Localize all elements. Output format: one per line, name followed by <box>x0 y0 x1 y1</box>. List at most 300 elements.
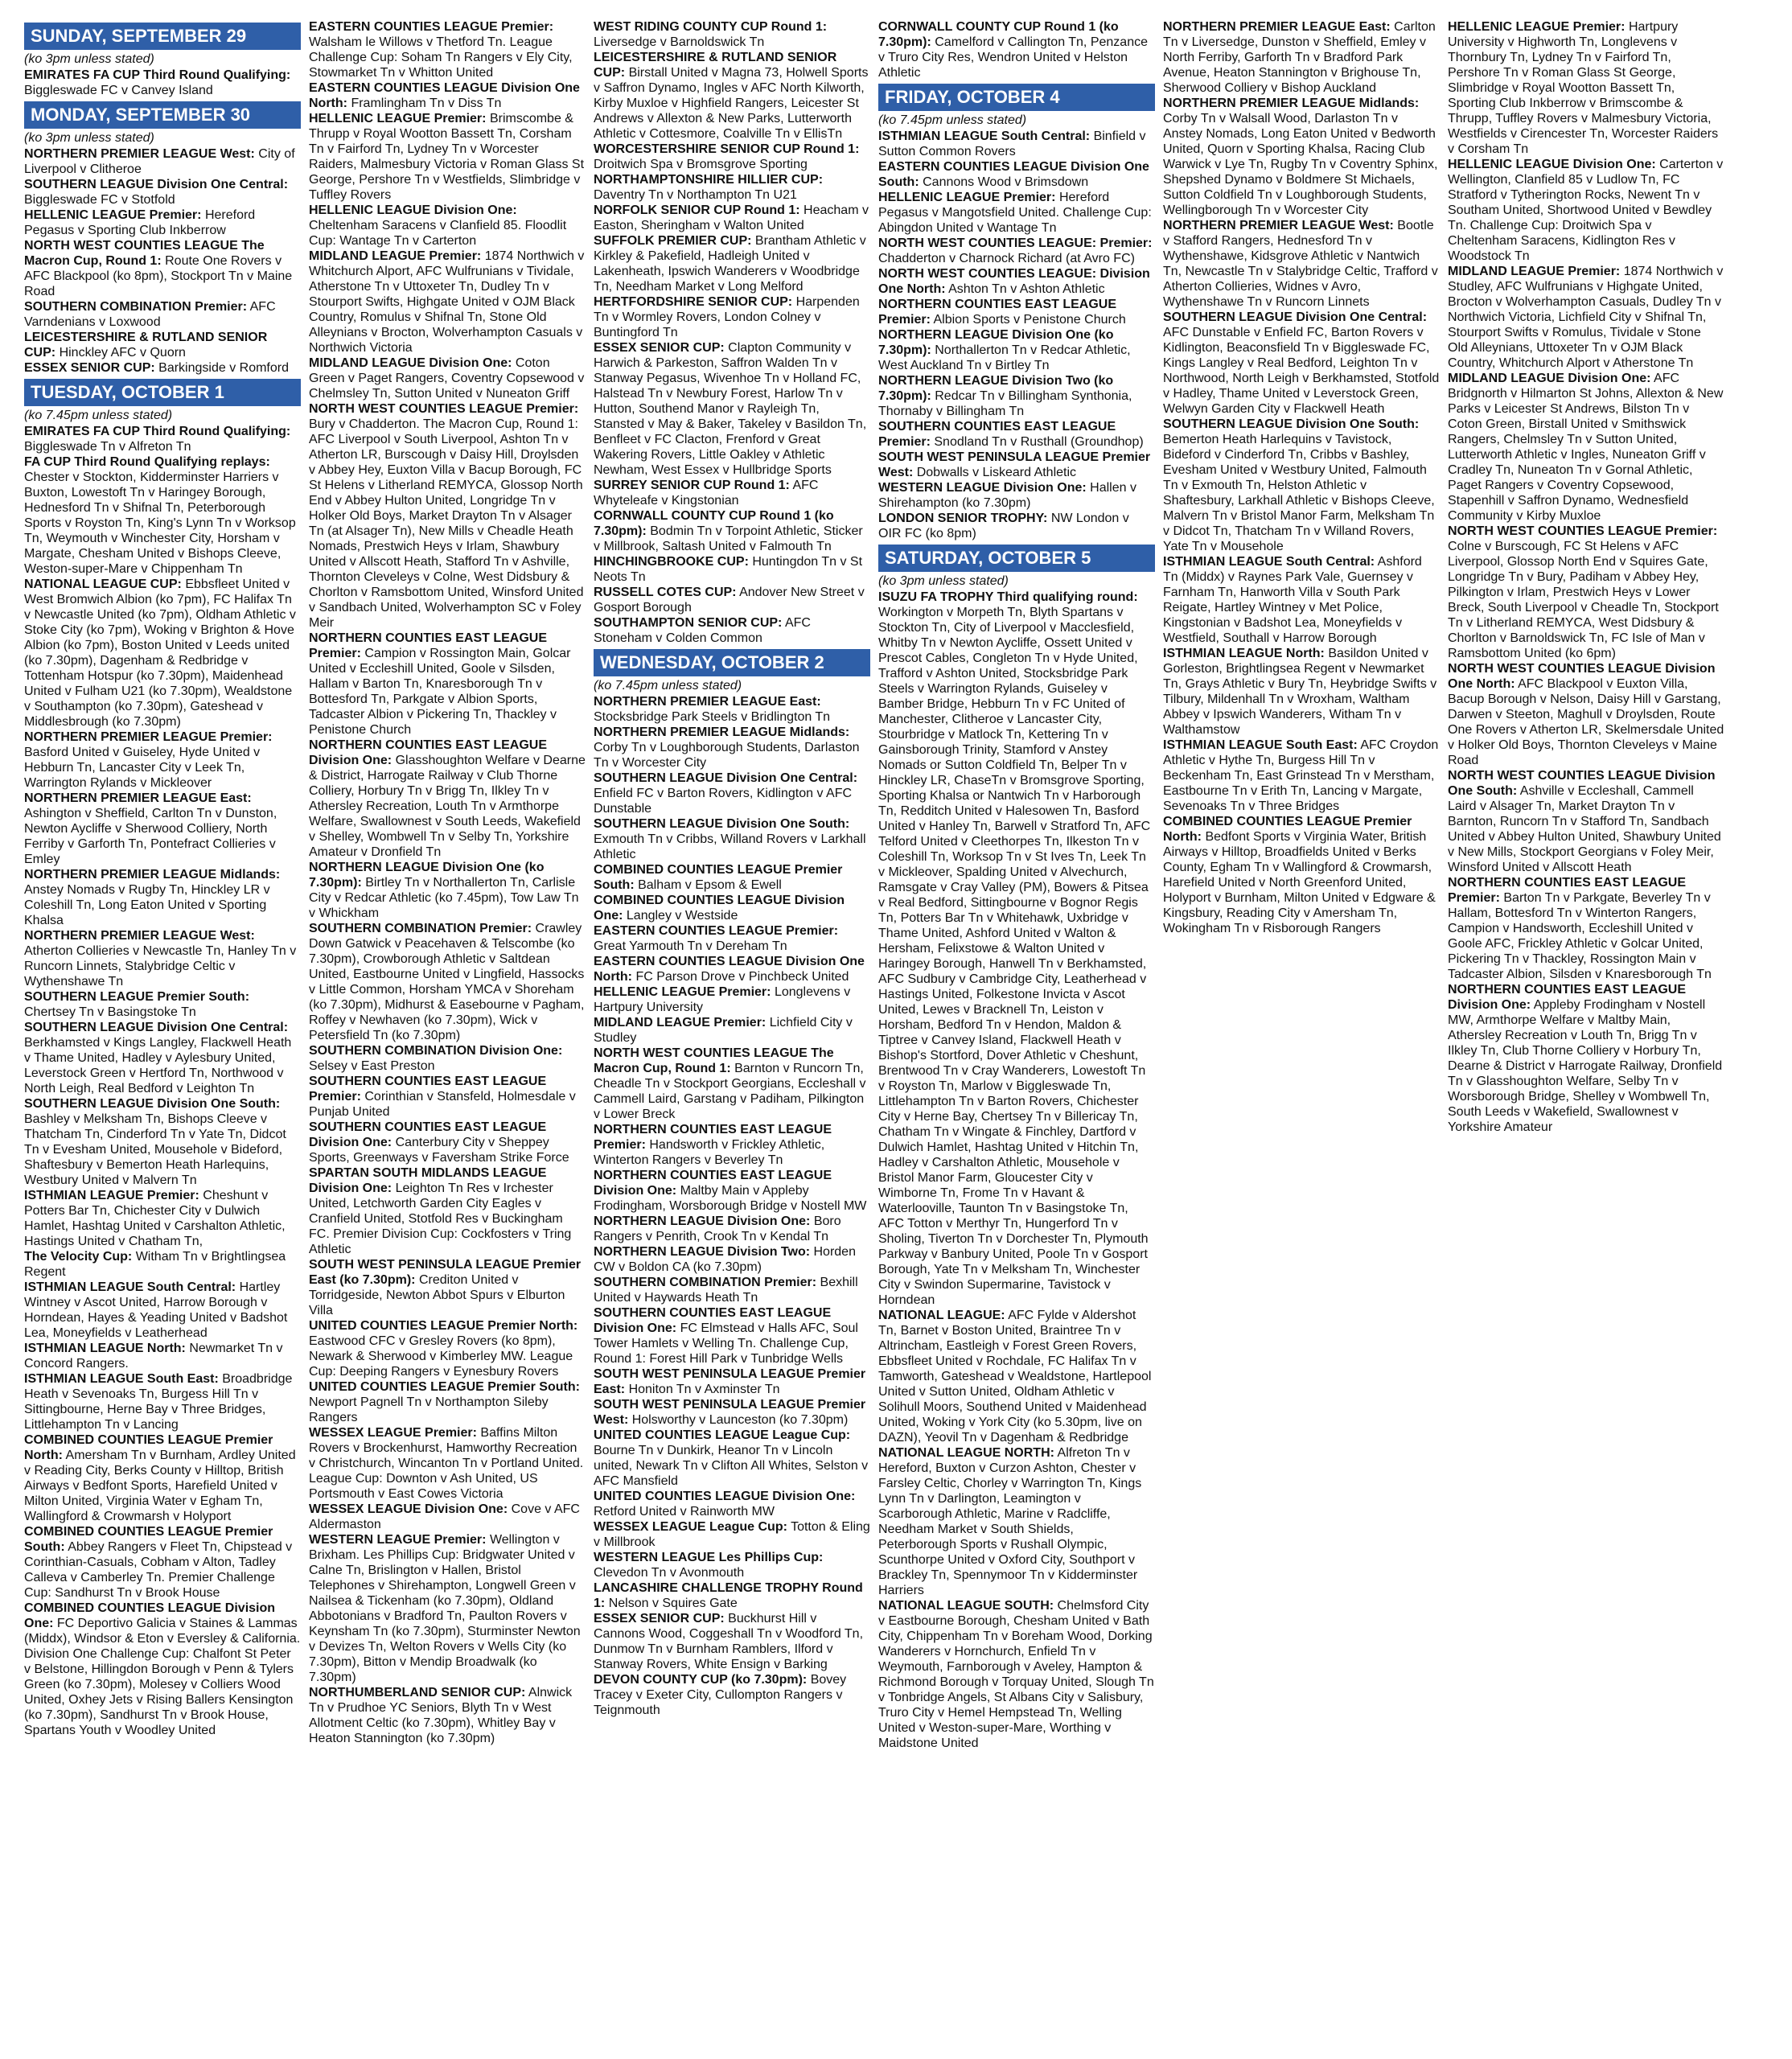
fixture-list: AFC Varndenians v Loxwood <box>24 300 276 329</box>
fixture-entry <box>309 1379 586 1425</box>
fixture-list: Bemerton Heath Harlequins v Tavistock, Bideford v Cinderford Tn, Cribbs v Bashley, Evesham United v Westbury United, Falmouth Tn v Exmouth Tn, Helston Athletic v Shaftesbury, Larkhall Athletic v Bishops Cleeve, Malvern Tn v Bristol Manor Farm, Melksham Tn v Didcot Tn, Thatcham Tn v Willand Rovers, Yate Tn v Mousehole <box>1163 433 1435 553</box>
fixture-list: 1874 Northwich v Whitchurch Alport, AFC Wulfrunians v Tividale, Atherstone Tn v Uttoxeter Tn, Dudley Tn v Stourport Swifts, Highgate United v OJM Black Country, Romulus v Shifnal Tn, Stone Old Alleynians v Brocton, Wolverhampton Casuals v Northwich Victoria <box>309 249 585 355</box>
fixture-list: Chester v Stockton, Kidderminster Harriers v Buxton, Lowestoft Tn v Haringey Borough, Hednesford Tn v Shifnal Tn, Peterborough Sports v Royston Tn, King's Lynn Tn v Worksop Tn, Weymouth v Winchester City, Horsham v Margate, Chesham United v Bishops Cleeve, Weston-super-Mare v Chippenham Tn <box>24 471 296 576</box>
fixture-entry <box>24 989 301 1020</box>
fixture-list: Appleby Frodingham v Nostell MW, Armthorpe Welfare v Maltby Main, Athersley Recreation v Louth Tn, Brigg Tn v Ilkley Tn, Club Thorne Colliery v Horbury Tn, Dearne & District v Harrogate Railway, Dronfield Tn v Glasshoughton Welfare, Selby Tn v Worsborough Bridge, Shelley v Wombwell Tn, South Leeds v Wakefield, Swallownest v Yorkshire Amateur <box>1448 998 1723 1134</box>
competition-heading: MIDLAND LEAGUE Premier: <box>594 1016 767 1030</box>
fixture-entry <box>594 1244 870 1275</box>
fixture-entry <box>309 1685 586 1746</box>
fixture-entry <box>1448 982 1724 1135</box>
fixture-entry <box>24 177 301 208</box>
competition-heading: SOUTHERN LEAGUE Division One Central: <box>24 1021 289 1034</box>
competition-heading: COMBINED COUNTIES LEAGUE Premier North: <box>24 1433 273 1462</box>
fixture-list: Abbey Rangers v Fleet Tn, Chipstead v Corinthian-Casuals, Cobham v Alton, Tadley Calleva v Camberley Tn. Premier Challenge Cup: Sandhurst Tn v Brook House <box>24 1540 293 1600</box>
fixture-list: Birstall United v Magna 73, Holwell Sports v Saffron Dynamo, Ingles v AFC North Kilworth, Kirby Muxloe v Highfield Rangers, Leicester St Andrews v Allexton & New Parks, Lutterworth Athletic v Cottesmore, Coalville Tn v EllisTn <box>594 66 869 141</box>
fixture-list: Horden CW v Boldon CA (ko 7.30pm) <box>594 1245 856 1274</box>
competition-heading: ESSEX SENIOR CUP: <box>594 341 725 355</box>
fixture-entry <box>24 1280 301 1341</box>
fixture-list: Northallerton Tn v Redcar Athletic, West Auckland Tn v Birtley Tn <box>878 343 1131 372</box>
competition-heading: SPARTAN SOUTH MIDLANDS LEAGUE Division One: <box>309 1166 547 1195</box>
competition-heading: SOUTHERN LEAGUE Division One Central: <box>1163 310 1428 324</box>
competition-heading: EASTERN COUNTIES LEAGUE Division One North: <box>309 81 580 110</box>
fixture-list: Cheshunt v Potters Bar Tn, Chichester City v Dulwich Hamlet, Hashtag United v Carshalton Athletic, Hastings United v Chatham Tn, <box>24 1189 286 1248</box>
competition-heading: CORNWALL COUNTY CUP Round 1 (ko 7.30pm): <box>878 20 1119 49</box>
fixture-list: Albion Sports v Penistone Church <box>933 313 1126 327</box>
fixture-list: AFC Dunstable v Enfield FC, Barton Rovers v Kidlington, Beaconsfield Tn v Biggleswade FC, Kings Langley v Real Bedford, Leighton Tn v Northwood, North Leigh v Berkhamsted, Stotfold v Hadley, Thame United v Leverstock Green, Welwyn Garden City v Flackwell Heath <box>1163 326 1440 416</box>
kickoff-note: (ko 7.45pm unless stated) <box>878 113 1027 127</box>
competition-heading: EMIRATES FA CUP Third Round Qualifying: <box>24 425 291 438</box>
competition-heading: SOUTHERN COUNTIES EAST LEAGUE Premier: <box>309 1075 547 1103</box>
fixture-entry <box>309 1532 586 1685</box>
fixture-entry <box>309 631 586 738</box>
fixture-list: Walsham le Willows v Thetford Tn. League Challenge Cup: Soham Tn Rangers v Ely City, Stowmarket Tn v Whitton United <box>309 35 573 80</box>
fixture-list: AFC Whyteleafe v Kingstonian <box>594 479 819 508</box>
competition-heading: LONDON SENIOR TROPHY: <box>878 512 1048 525</box>
competition-heading: WESTERN LEAGUE Division One: <box>878 481 1087 495</box>
competition-heading: SUFFOLK PREMIER CUP: <box>594 234 752 248</box>
competition-heading: NORTHAMPTONSHIRE HILLIER CUP: <box>594 173 824 187</box>
fixture-list: Retford United v Rainworth MW <box>594 1505 775 1519</box>
fixture-entry <box>1163 814 1440 936</box>
competition-heading: SOUTHERN LEAGUE Division One South: <box>594 817 850 831</box>
fixture-entry <box>594 1168 870 1214</box>
fixture-list: Clevedon Tn v Avonmouth <box>594 1566 745 1580</box>
fixture-list: Berkhamsted v Kings Langley, Flackwell Heath v Thame United, Hadley v Aylesbury United, Leverstock Green v Hertford Tn, Northwood v North Leigh, Real Bedford v Leighton Tn <box>24 1036 292 1095</box>
fixture-entry <box>594 1367 870 1397</box>
fixture-entry <box>594 142 870 172</box>
fixture-entry <box>309 249 586 355</box>
competition-heading: ISTHMIAN LEAGUE South Central: <box>1163 555 1375 569</box>
date-header: MONDAY, SEPTEMBER 30 <box>24 101 301 129</box>
column-4 <box>878 19 1155 2042</box>
competition-heading: LEICESTERSHIRE & RUTLAND SENIOR CUP: <box>594 51 837 80</box>
fixture-entry <box>24 146 301 177</box>
fixture-entry <box>594 954 870 984</box>
fixture-entry <box>594 172 870 203</box>
competition-heading: SOUTH WEST PENINSULA LEAGUE Premier East: <box>594 1367 866 1396</box>
fixture-list: Langley v Westside <box>626 909 738 923</box>
fixture-entry <box>24 299 301 330</box>
kickoff-note: (ko 3pm unless stated) <box>24 52 154 66</box>
competition-heading: ISTHMIAN LEAGUE South Central: <box>878 129 1091 143</box>
competition-heading: WESTERN LEAGUE Premier: <box>309 1533 487 1547</box>
fixture-list: Ashington v Sheffield, Carlton Tn v Dunston, Newton Aycliffe v Sherwood Colliery, North Ferriby v Garforth Tn, Pontefract Collieries v Emley <box>24 807 277 866</box>
fixture-entry <box>594 615 870 646</box>
competition-heading: COMBINED COUNTIES LEAGUE Premier South: <box>24 1525 273 1554</box>
competition-heading: NORTHERN LEAGUE Division Two: <box>594 1245 811 1259</box>
fixture-entry <box>24 238 301 299</box>
fixture-entry <box>594 233 870 294</box>
fixture-entry <box>878 129 1155 159</box>
kickoff-note: (ko 7.45pm unless stated) <box>24 409 173 422</box>
competition-heading: NORTH WEST COUNTIES LEAGUE The Macron Cup, Round 1: <box>594 1046 834 1075</box>
fixture-entry <box>24 330 301 360</box>
fixture-list: Ashford Tn (Middx) v Raynes Park Vale, Guernsey v Farnham Tn, Hanworth Villa v South Park Reigate, Hartley Wintney v Met Police, Kingstonian v Badshot Lea, Moneyfields v Westfield, Southall v Harrow Borough <box>1163 555 1422 645</box>
competition-heading: EASTERN COUNTIES LEAGUE Premier: <box>309 20 554 34</box>
competition-heading: SOUTHAMPTON SENIOR CUP: <box>594 616 783 630</box>
fixture-entry <box>878 19 1155 80</box>
column-3 <box>594 19 870 2042</box>
column-6 <box>1448 19 1724 2042</box>
competition-heading: LEICESTERSHIRE & RUTLAND SENIOR CUP: <box>24 331 268 360</box>
competition-heading: ISTHMIAN LEAGUE North: <box>1163 647 1325 660</box>
fixture-list: Bashley v Melksham Tn, Bishops Cleeve v Thatcham Tn, Cinderford Tn v Yate Tn, Didcot Tn v Evesham United, Mousehole v Bideford, Shaftesbury v Bemerton Heath Harlequins, Westbury United v Malvern Tn <box>24 1112 286 1187</box>
competition-heading: SOUTHERN COUNTIES EAST LEAGUE Division One: <box>594 1306 832 1335</box>
fixture-list: AFC Fylde v Aldershot Tn, Barnet v Boston United, Braintree Tn v Altrincham, Eastleigh v Forest Green Rovers, Ebbsfleet United v Rochdale, FC Halifax Tn v Tamworth, Gateshead v Wealdstone, Hartlepool United v Sutton United, Oldham Athletic v Solihull Moors, Southend United v Maidenhead United, Woking v York City (ko 5.30pm, live on DAZN), Yeovil Tn v Dagenham & Redbridge <box>878 1309 1152 1445</box>
competition-heading: ESSEX SENIOR CUP: <box>24 361 155 375</box>
fixture-list: Alfreton Tn v Hereford, Buxton v Curzon Ashton, Chester v Farsley Celtic, Chorley v Warrington Tn, Kings Lynn Tn v Darlington, Leamington v Scarborough Athletic, Marine v Radcliffe, Needham Market v South Shields, Peterborough Sports v Rushall Olympic, Scunthorpe United v Oxford City, Southport v Brackley Tn, Spennymoor Tn v Kidderminster Harriers <box>878 1446 1142 1597</box>
fixture-entry <box>878 480 1155 511</box>
fixture-entry <box>309 203 586 249</box>
fixture-list: Newport Pagnell Tn v Northampton Sileby Rangers <box>309 1395 549 1424</box>
fixture-list: Eastwood CFC v Gresley Rovers (ko 8pm), Newark & Sherwood v Kimberley MW. League Cup: Deeping Rangers v Eynesbury Rovers <box>309 1334 573 1379</box>
fixture-entry <box>1163 218 1440 310</box>
competition-heading: NORTH WEST COUNTIES LEAGUE The Macron Cup, Round 1: <box>24 239 265 268</box>
fixture-entry <box>878 327 1155 373</box>
fixture-list: Cove v AFC Aldermaston <box>309 1502 580 1531</box>
fixture-entry <box>594 1122 870 1168</box>
fixture-entry <box>24 208 301 238</box>
column-5 <box>1163 19 1440 2042</box>
fixture-entry <box>1163 96 1440 218</box>
fixture-entry <box>24 928 301 989</box>
fixture-list: Basford United v Guiseley, Hyde United v Hebburn Tn, Lancaster City v Leek Tn, Warrington Rylands v Mickleover <box>24 746 261 790</box>
competition-heading: NORTHERN PREMIER LEAGUE West: <box>24 929 255 943</box>
fixture-entry <box>878 419 1155 450</box>
fixture-entry <box>309 1318 586 1379</box>
fixture-list: Snodland Tn v Rusthall (Groundhop) <box>934 435 1144 449</box>
fixture-entry <box>1163 646 1440 738</box>
fixture-list: Campion v Rossington Main, Golcar United v Eccleshill United, Goole v Silsden, Hallam v Barton Tn, Knaresborough Tn v Bottesford Tn, Parkgate v Albion Sports, Tadcaster Albion v Pickering Tn, Thackley v Penistone Church <box>309 647 571 737</box>
competition-heading: SOUTH WEST PENINSULA LEAGUE Premier West: <box>594 1398 866 1427</box>
competition-heading: NORTHERN PREMIER LEAGUE East: <box>24 791 252 805</box>
fixture-entry <box>1448 371 1724 524</box>
competition-heading: UNITED COUNTIES LEAGUE League Cup: <box>594 1428 851 1442</box>
competition-heading: ISTHMIAN LEAGUE South East: <box>24 1372 219 1386</box>
fixture-entry <box>24 577 301 729</box>
competition-heading: NORTHERN COUNTIES EAST LEAGUE Division One: <box>309 738 548 767</box>
competition-heading: EASTERN COUNTIES LEAGUE Division One South: <box>878 160 1149 189</box>
competition-heading: HINCHINGBROOKE CUP: <box>594 555 749 569</box>
fixture-list: Hallen v Shirehampton (ko 7.30pm) <box>878 481 1136 510</box>
fixture-list: Barnton v Runcorn Tn, Cheadle Tn v Stockport Georgians, Eccleshall v Cammell Laird, Garstang v Padiham, Pilkington v Lower Breck <box>594 1062 866 1121</box>
fixture-list: FC Deportivo Galicia v Staines & Lammas (Middx), Windsor & Eton v Eversley & California. Division One Challenge Cup: Chalfont St Peter v Belstone, Hillingdon Borough v Penn & Tylers Green (ko 7.30pm), Molesey v Colliers Wood United, Oxhey Jets v Rising Ballers Kensington (ko 7.30pm), Sandhurst Tn v Brook House, Spartans Youth v Woodley United <box>24 1617 301 1737</box>
fixture-entry <box>1448 264 1724 371</box>
competition-heading: NORTHERN COUNTIES EAST LEAGUE Premier: <box>1448 876 1687 905</box>
fixture-entry <box>594 893 870 923</box>
fixture-entry <box>594 1015 870 1046</box>
kickoff-note: (ko 7.45pm unless stated) <box>594 679 742 692</box>
fixture-list: Longlevens v Hartpury University <box>594 985 851 1014</box>
fixture-list: Selsey v East Preston <box>309 1059 435 1073</box>
fixture-list: FC Parson Drove v Pinchbeck United <box>635 970 849 984</box>
competition-heading: LANCASHIRE CHALLENGE TROPHY Round 1: <box>594 1581 863 1610</box>
fixture-entry <box>309 401 586 631</box>
fixture-entry <box>594 1305 870 1367</box>
fixture-entry <box>24 867 301 928</box>
fixture-list: NW London v OIR FC (ko 8pm) <box>878 512 1129 540</box>
fixture-list: Bourne Tn v Dunkirk, Heanor Tn v Lincoln united, Newark Tn v Clifton All Whites, Selston v AFC Mansfield <box>594 1444 869 1488</box>
fixture-entry <box>594 816 870 862</box>
fixture-list: Barton Tn v Parkgate, Beverley Tn v Hallam, Bottesford Tn v Winterton Rangers, Campion v Handsworth, Eccleshill United v Goole AFC, Frickley Athletic v Golcar United, Pickering Tn v Thackley, Rossington Main v Tadcaster Albion, Silsden v Knaresborough Tn <box>1448 891 1712 981</box>
fixture-entry <box>594 340 870 478</box>
competition-heading: MIDLAND LEAGUE Premier: <box>309 249 482 263</box>
fixture-entry <box>594 1275 870 1305</box>
competition-heading: SOUTHERN COMBINATION Premier: <box>309 922 532 935</box>
fixture-list: Ashton Tn v Ashton Athletic <box>948 282 1105 296</box>
fixture-entry <box>878 1445 1155 1598</box>
fixture-list: Hinckley AFC v Quorn <box>59 346 186 360</box>
competition-heading: HELLENIC LEAGUE Division One: <box>309 203 517 217</box>
fixture-entry <box>309 355 586 401</box>
fixture-list: Crawley Down Gatwick v Peacehaven & Telscombe (ko 7.30pm), Crowborough Athletic v Saltdean United, Eastbourne United v Lingfield, Hassocks v Little Common, Horsham YMCA v Shoreham (ko 7.30pm), Midhurst & Easebourne v Pagham, Roffey v Newhaven (ko 7.30pm), Wick v Petersfield Tn (ko 7.30pm) <box>309 922 585 1042</box>
fixture-list: Witham Tn v Brightlingsea Regent <box>24 1250 286 1279</box>
fixture-entry <box>594 1519 870 1550</box>
fixture-list: Route One Rovers v AFC Blackpool (ko 8pm), Stockport Tn v Maine Road <box>24 254 293 298</box>
competition-heading: NORTHERN LEAGUE Division Two (ko 7.30pm): <box>878 374 1114 403</box>
fixture-list: Canterbury City v Sheppey Sports, Greenways v Faversham Strike Force <box>309 1136 569 1165</box>
fixture-entry <box>1163 417 1440 554</box>
fixture-entry <box>594 50 870 142</box>
fixture-list: FC Elmstead v Halls AFC, Soul Tower Hamlets v Welling Tn. Challenge Cup, Round 1: Forest Hill Park v Tunbridge Wells <box>594 1321 858 1366</box>
fixture-entry <box>24 791 301 867</box>
competition-heading: NORTHERN COUNTIES EAST LEAGUE Premier: <box>594 1123 832 1152</box>
competition-heading: SOUTHERN LEAGUE Division One South: <box>24 1097 281 1111</box>
fixture-entry <box>594 725 870 771</box>
fixture-entry <box>309 860 586 921</box>
fixture-entry <box>309 1165 586 1257</box>
date-header: SATURDAY, OCTOBER 5 <box>878 545 1155 572</box>
competition-heading: NORTHERN LEAGUE Division One (ko 7.30pm): <box>878 328 1114 357</box>
fixture-entry <box>594 1550 870 1580</box>
competition-heading: ISUZU FA TROPHY Third qualifying round: <box>878 590 1138 604</box>
competition-heading: NORTHERN COUNTIES EAST LEAGUE Division One: <box>1448 983 1687 1012</box>
fixture-list: 1874 Northwich v Studley, AFC Wulfrunians v Highgate United, Brocton v Wolverhampton Casuals, Dudley Tn v Northwich Victoria, Lichfield City v Shifnal Tn, Stourport Swifts v Romulus, Tividale v Stone Old Alleynians, Uttoxeter Tn v OJM Black Country, Whitchurch Alport v Atherstone Tn <box>1448 265 1724 370</box>
competition-heading: NORTHERN PREMIER LEAGUE East: <box>1163 20 1391 34</box>
competition-heading: SOUTHERN COMBINATION Division One: <box>309 1044 563 1058</box>
fixture-list: Lichfield City v Studley <box>594 1016 853 1045</box>
fixture-list: Colne v Burscough, FC St Helens v AFC Liverpool, Glossop North End v Squires Gate, Longridge Tn v Bury, Padiham v Abbey Hey, Pilkington v Irlam, Prestwich Heys v Lower Breck, South Liverpool v Cheadle Tn, Stockport Tn v Litherland REMYCA, West Didsbury & Chorlton v Barnoldswick Tn, FC Isle of Man v Ramsbottom United (ko 6pm) <box>1448 540 1719 660</box>
fixture-list: Great Yarmouth Tn v Dereham Tn <box>594 939 787 953</box>
competition-heading: SOUTHERN LEAGUE Division One South: <box>1163 417 1420 431</box>
fixture-entry <box>24 1432 301 1524</box>
fixture-entry <box>594 478 870 508</box>
fixture-entry <box>594 203 870 233</box>
competition-heading: NORTHERN PREMIER LEAGUE Midlands: <box>594 725 850 739</box>
fixture-entry <box>309 19 586 80</box>
competition-heading: NORTHERN PREMIER LEAGUE Midlands: <box>1163 97 1420 110</box>
fixture-entry <box>594 1428 870 1489</box>
competition-heading: NORTHERN LEAGUE Division One (ko 7.30pm): <box>309 861 545 890</box>
fixture-list: Corby Tn v Loughborough Students, Darlaston Tn v Worcester City <box>594 741 860 770</box>
kickoff-note: (ko 3pm unless stated) <box>878 574 1009 588</box>
fixture-entry <box>594 771 870 816</box>
competition-heading: NORTHERN COUNTIES EAST LEAGUE Premier: <box>878 298 1117 327</box>
fixture-entry <box>1163 554 1440 646</box>
date-header: SUNDAY, SEPTEMBER 29 <box>24 23 301 50</box>
fixture-list: Leighton Tn Res v Irchester United, Letchworth Garden City Eagles v Cranfield United, Stotfold Res v Buckingham FC. Premier Division Cup: Cockfosters v Tring Athletic <box>309 1182 572 1256</box>
competition-heading: COMBINED COUNTIES LEAGUE Division One: <box>24 1601 276 1630</box>
fixture-list: Nelson v Squires Gate <box>608 1597 738 1610</box>
fixture-entry <box>24 1188 301 1249</box>
competition-heading: RUSSELL COTES CUP: <box>594 586 737 599</box>
fixture-list: Biggleswade FC v Stotfold <box>24 193 175 207</box>
fixture-list: Enfield FC v Barton Rovers, Kidlington v AFC Dunstable <box>594 787 853 816</box>
competition-heading: SURREY SENIOR CUP Round 1: <box>594 479 790 492</box>
fixture-list: Broadbridge Heath v Sevenoaks Tn, Burgess Hill Tn v Sittingbourne, Herne Bay v Three Bridges, Littlehampton Tn v Lancing <box>24 1372 293 1432</box>
competition-heading: MIDLAND LEAGUE Premier: <box>1448 265 1621 278</box>
fixture-entry <box>878 1308 1155 1445</box>
fixture-list: Chadderton v Charnock Richard (at Avro FC) <box>878 252 1135 265</box>
fixture-list: Biggleswade Tn v Alfreton Tn <box>24 440 191 454</box>
competition-heading: WEST RIDING COUNTY CUP Round 1: <box>594 20 828 34</box>
fixture-list: Bodmin Tn v Torpoint Athletic, Sticker v Millbrook, Saltash United v Falmouth Tn <box>594 524 863 553</box>
fixture-list: Liversedge v Barnoldswick Tn <box>594 35 765 49</box>
fixture-entry <box>1448 524 1724 661</box>
fixture-list: Hartley Wintney v Ascot United, Harrow Borough v Horndean, Hayes & Yeading United v Badshot Lea, Moneyfields v Leatherhead <box>24 1280 288 1340</box>
fixture-list: Holsworthy v Launceston (ko 7.30pm) <box>631 1413 849 1427</box>
fixture-list: Framlingham Tn v Diss Tn <box>351 97 502 110</box>
competition-heading: MIDLAND LEAGUE Division One: <box>309 356 512 370</box>
fixture-entry <box>1448 875 1724 982</box>
fixture-entry <box>594 585 870 615</box>
competition-heading: WESSEX LEAGUE League Cup: <box>594 1520 787 1534</box>
competition-heading: SOUTHERN COMBINATION Premier: <box>594 1276 817 1289</box>
competition-heading: NATIONAL LEAGUE CUP: <box>24 577 182 591</box>
fixture-list: Anstey Nomads v Rugby Tn, Hinckley LR v Coleshill Tn, Long Eaton United v Sporting Khalsa <box>24 883 270 927</box>
fixture-entry <box>309 111 586 203</box>
fixture-list: Camelford v Callington Tn, Penzance v Truro City Res, Wendron United v Helston Athletic <box>878 35 1148 80</box>
competition-heading: SOUTHERN LEAGUE Premier South: <box>24 990 250 1004</box>
competition-heading: NORTH WEST COUNTIES LEAGUE: Division One North: <box>878 267 1150 296</box>
fixture-entry <box>594 1046 870 1122</box>
competition-heading: NORTH WEST COUNTIES LEAGUE Division One South: <box>1448 769 1716 798</box>
fixture-list: Hereford Pegasus v Sporting Club Inkberrow <box>24 208 256 237</box>
competition-heading: COMBINED COUNTIES LEAGUE Premier South: <box>594 863 843 892</box>
competition-heading: HELLENIC LEAGUE Premier: <box>309 112 487 125</box>
fixture-list: Baffins Milton Rovers v Brockenhurst, Hamworthy Recreation v Christchurch, Wincanton Tn v Portland United. League Cup: Downton v Ash United, US Portsmouth v East Cowes Victoria <box>309 1426 584 1501</box>
fixture-list: Biggleswade FC v Canvey Island <box>24 84 213 97</box>
competition-heading: CORNWALL COUNTY CUP Round 1 (ko 7.30pm): <box>594 509 834 538</box>
fixture-entry <box>1448 19 1724 157</box>
competition-heading: NORTHERN PREMIER LEAGUE Midlands: <box>24 868 281 882</box>
fixture-entry <box>1163 738 1440 814</box>
competition-heading: WESSEX LEAGUE Premier: <box>309 1426 477 1440</box>
fixture-entry <box>878 236 1155 266</box>
fixture-list: Bury v Chadderton. The Macron Cup, Round 1: AFC Liverpool v South Liverpool, Ashton Tn v Atherton LR, Burscough v Daisy Hill, Droylsden v Abbey Hey, Euxton Villa v Bacup Borough, FC St Helens v Litherland REMYCA, Glossop North End v Abbey Hulton United, Longridge Tn v Holker Old Boys, Market Drayton Tn v Alsager Tn (at Alsager Tn), New Mills v Cheadle Heath Nomads, Prestwich Heys v Irlam, Shawbury United v Allscott Heath, Stafford Tn v Ashville, Thornton Cleveleys v Colne, West Didsbury & Chorlton v Ramsbottom United, Winsford United v Sandbach United, Wolverhampton SC v Foley Meir <box>309 417 584 630</box>
fixture-list: Corby Tn v Walsall Wood, Darlaston Tn v Anstey Nomads, Long Eaton United v Bedworth United, Quorn v Sporting Khalsa, Racing Club Warwick v Lye Tn, Rugby Tn v Coventry Sphinx, Shepshed Dynamo v Boldmere St Michaels, Sutton Coldfield Tn v Loughborough Students, Wellingborough Tn v Worcester City <box>1163 112 1438 217</box>
competition-heading: HERTFORDSHIRE SENIOR CUP: <box>594 295 793 309</box>
competition-heading: NORTH WEST COUNTIES LEAGUE Premier: <box>1448 524 1718 538</box>
fixture-entry <box>594 554 870 585</box>
fixture-entry <box>309 80 586 111</box>
fixture-list: Hereford Pegasus v Mangotsfield United. Challenge Cup: Abingdon United v Wantage Tn <box>878 191 1152 235</box>
competition-heading: ISTHMIAN LEAGUE North: <box>24 1342 186 1355</box>
fixture-list: Birtley Tn v Northallerton Tn, Carlisle City v Redcar Athletic (ko 7.45pm), Tow Law Tn v Whickham <box>309 876 579 920</box>
fixture-list: Bexhill United v Haywards Heath Tn <box>594 1276 858 1305</box>
competition-heading: WESTERN LEAGUE Les Phillips Cup: <box>594 1551 824 1564</box>
fixture-entry <box>594 508 870 554</box>
competition-heading: FA CUP Third Round Qualifying replays: <box>24 455 270 469</box>
fixture-entry <box>594 1489 870 1519</box>
fixture-list: Binfield v Sutton Common Rovers <box>878 129 1146 158</box>
fixture-list: Harpenden Tn v Wormley Rovers, London Colney v Buntingford Tn <box>594 295 860 339</box>
competition-heading: NATIONAL LEAGUE: <box>878 1309 1005 1322</box>
fixture-list: Daventry Tn v Northampton Tn U21 <box>594 188 797 202</box>
fixture-list: Boro Rangers v Penrith, Crook Tn v Kendal Tn <box>594 1214 841 1243</box>
fixture-list: Droitwich Spa v Bromsgrove Sporting <box>594 158 808 171</box>
fixture-list: Wellington v Brixham. Les Phillips Cup: Bridgwater United v Calne Tn, Brislington v Hallen, Bristol Telephones v Shirehampton, Longwell Green v Nailsea & Tickenham (ko 7.30pm), Oldland Abbotonians v Bradford Tn, Paulton Rovers v Keynsham Tn (ko 7.30pm), Sturminster Newton v Devizes Tn, Welton Rovers v Wells City (ko 7.30pm), Bitton v Mendip Broadwalk (ko 7.30pm) <box>309 1533 581 1684</box>
fixture-list: Balham v Epsom & Ewell <box>638 878 782 892</box>
fixture-list: Maltby Main v Appleby Frodingham, Worsborough Bridge v Nostell MW <box>594 1184 867 1213</box>
competition-heading: COMBINED COUNTIES LEAGUE Premier North: <box>1163 815 1412 844</box>
fixture-list: Heacham v Easton, Sheringham v Walton United <box>594 203 869 232</box>
competition-heading: NORTHUMBERLAND SENIOR CUP: <box>309 1686 526 1699</box>
fixture-entry <box>24 1371 301 1432</box>
competition-heading: HELLENIC LEAGUE Division One: <box>1448 158 1656 171</box>
competition-heading: EMIRATES FA CUP Third Round Qualifying: <box>24 68 291 82</box>
fixture-list: Stocksbridge Park Steels v Bridlington Tn <box>594 710 831 724</box>
fixture-list: Huntingdon Tn v St Neots Tn <box>594 555 863 584</box>
fixture-entry <box>24 729 301 791</box>
fixture-entry <box>878 297 1155 327</box>
fixture-entry <box>878 590 1155 1308</box>
fixture-list: Crediton United v Torridgeside, Newton Abbot Spurs v Elburton Villa <box>309 1273 565 1317</box>
fixture-entry <box>1448 661 1724 768</box>
fixture-entry <box>24 1096 301 1188</box>
competition-heading: NATIONAL LEAGUE SOUTH: <box>878 1599 1054 1613</box>
fixture-list: Workington v Morpeth Tn, Blyth Spartans v Stockton Tn, City of Liverpool v Macclesfield, Whitby Tn v Newton Aycliffe, Ossett United v Prescot Cables, Congleton Tn v Hyde United, Trafford v Ashton United, Stocksbridge Park Steels v Warrington Rylands, Guiseley v Bamber Bridge, Hebburn Tn v FC United of Manchester, Clitheroe v Lancaster City, Stourbridge v Matlock Tn, Kettering Tn v Gainsborough Trinity, Stamford v Anstey Nomads or Sutton Coldfield Tn, Belper Tn v Hinckley LR, ChaseTn v Bromsgrove Sporting, Sporting Khalsa or Nantwich Tn v Harborough Tn, Redditch United v Halesowen Tn, Basford United v Hanley Tn, Barwell v Stratford Tn, AFC Telford United v Cleethorpes Tn, Ilkeston Tn v Coleshill Tn, Worksop Tn v St Ives Tn, Leek Tn v Mickleover, Spalding United v Alvechurch, Ramsgate v Cray Valley (PM), Bowers & Pitsea v Real Bedford, Sittingbourne v Bognor Regis Tn, Potters Bar Tn v Whitehawk, Uxbridge v Thame United, Ashford United v Walton & Hersham, Felixstowe & Walton United v Haringey Borough, Hanwell Tn v Berkhamsted, AFC Sudbury v Cambridge City, Leatherhead v Hastings United, Folkestone Invicta v Ascot United, Lewes v Bracknell Tn, Leiston v Horsham, Bedford Tn v Hendon, Maldon & Tiptree v Canvey Island, Flackwell Heath v Bishop's Stortford, Dover Athletic v Cheshunt, Brentwood Tn v Cray Wanderers, Lowestoft Tn v Royston Tn, Marlow v Biggleswade Tn, Littlehampton Tn v Barton Rovers, Chichester City v Herne Bay, Chertsey Tn v Billericay Tn, Chatham Tn v Wingate & Finchley, Dartford v Dulwich Hamlet, Hashtag United v Hitchin Tn, Hadley v Carshalton Athletic, Mousehole v Bristol Manor Farm, Gloucester City v Wimborne Tn, Frome Tn v Havant & Waterlooville, Taunton Tn v Basingstoke Tn, AFC Totton v Merthyr Tn, Hungerford Tn v Sholing, Tiverton Tn v Dorchester Tn, Plymouth Parkway v Banbury United, Poole Tn v Gosport Borough, Yate Tn v Melksham Tn, Winchester City v Swindon Supermarine, Tavistock v Horndean <box>878 606 1151 1307</box>
competition-heading: SOUTHERN LEAGUE Division One Central: <box>594 771 858 785</box>
fixture-list: Corinthian v Stansfeld, Holmesdale v Punjab United <box>309 1090 576 1119</box>
fixture-list: Cheltenham Saracens v Clanfield 85. Floodlit Cup: Wantage Tn v Carterton <box>309 219 567 248</box>
fixture-list: Dobwalls v Liskeard Athletic <box>916 466 1077 479</box>
fixture-list: Glasshoughton Welfare v Dearne & District, Harrogate Railway v Club Thorne Colliery, Horbury Tn v Brigg Tn, Ilkley Tn v Athersley Recreation, Louth Tn v Armthorpe Welfare, Swallownest v South Leeds, Wakefield v Shelley, Wombwell Tn v Selby Tn, Yorkshire Amateur v Dronfield Tn <box>309 754 586 859</box>
fixture-entry <box>878 1598 1155 1751</box>
fixture-list: Atherton Collieries v Newcastle Tn, Hanley Tn v Runcorn Linnets, Stalybridge Celtic v Wythenshawe Tn <box>24 944 297 988</box>
competition-heading: EASTERN COUNTIES LEAGUE Premier: <box>594 924 839 938</box>
competition-heading: NORTH WEST COUNTIES LEAGUE Premier: <box>309 402 579 416</box>
fixture-list: AFC Croydon Athletic v Hythe Tn, Burgess Hill Tn v Beckenham Tn, East Grinstead Tn v Merstham, Eastbourne Tn v Erith Tn, Lancing v Margate, Sevenoaks Tn v Three Bridges <box>1163 738 1439 813</box>
fixture-entry <box>878 266 1155 297</box>
competition-heading: HELLENIC LEAGUE Premier: <box>878 191 1056 204</box>
fixture-entry <box>24 1601 301 1738</box>
date-header: TUESDAY, OCTOBER 1 <box>24 379 301 406</box>
fixture-list: Barkingside v Romford <box>158 361 289 375</box>
fixture-entry <box>24 1341 301 1371</box>
date-header: FRIDAY, OCTOBER 4 <box>878 84 1155 111</box>
competition-heading: EASTERN COUNTIES LEAGUE Division One North: <box>594 955 865 984</box>
fixture-entry <box>594 862 870 893</box>
fixture-list: Carterton v Wellington, Clanfield 85 v Ludlow Tn, FC Stratford v Tytherington Rocks, Newent Tn v Southam United, Shortwood United v Bewdley Tn. Challenge Cup: Droitwich Spa v Cheltenham Saracens, Kidlington Res v Woodstock Tn <box>1448 158 1724 263</box>
fixture-list: AFC Stoneham v Colden Common <box>594 616 811 645</box>
fixture-entry <box>309 1425 586 1502</box>
competition-heading: COMBINED COUNTIES LEAGUE Division One: <box>594 894 845 923</box>
fixture-list: Coton Green v Paget Rangers, Coventry Copsewood v Chelmsley Tn, Sutton United v Nuneaton Griff <box>309 356 585 401</box>
competition-heading: The Velocity Cup: <box>24 1250 133 1264</box>
fixture-list: Newmarket Tn v Concord Rangers. <box>24 1342 283 1371</box>
competition-heading: SOUTHERN COUNTIES EAST LEAGUE Premier: <box>878 420 1116 449</box>
fixture-list: Bedfont Sports v Virginia Water, British Airways v Hilltop, Broadfields United v Berks County, Egham Tn v Wallingford & Crowmarsh, Harefield United v North Greenford United, Holyport v Burnham, Milton United v Edgware & Kingsbury, Reading City v Amersham Tn, Wokingham Tn v Risborough Rangers <box>1163 830 1436 935</box>
fixture-entry <box>309 1120 586 1165</box>
fixture-entry <box>878 190 1155 236</box>
competition-heading: UNITED COUNTIES LEAGUE Division One: <box>594 1490 856 1503</box>
fixture-list: Exmouth Tn v Cribbs, Willand Rovers v Larkhall Athletic <box>594 832 866 861</box>
fixture-entry <box>878 159 1155 190</box>
fixture-list: Carlton Tn v Liversedge, Dunston v Sheffield, Emley v North Ferriby, Garforth Tn v Bradford Park Avenue, Heaton Stannington v Brighouse Tn, Sherwood Colliery v Bishop Auckland <box>1163 20 1436 95</box>
fixture-entry <box>594 1397 870 1428</box>
fixture-entry <box>594 694 870 725</box>
